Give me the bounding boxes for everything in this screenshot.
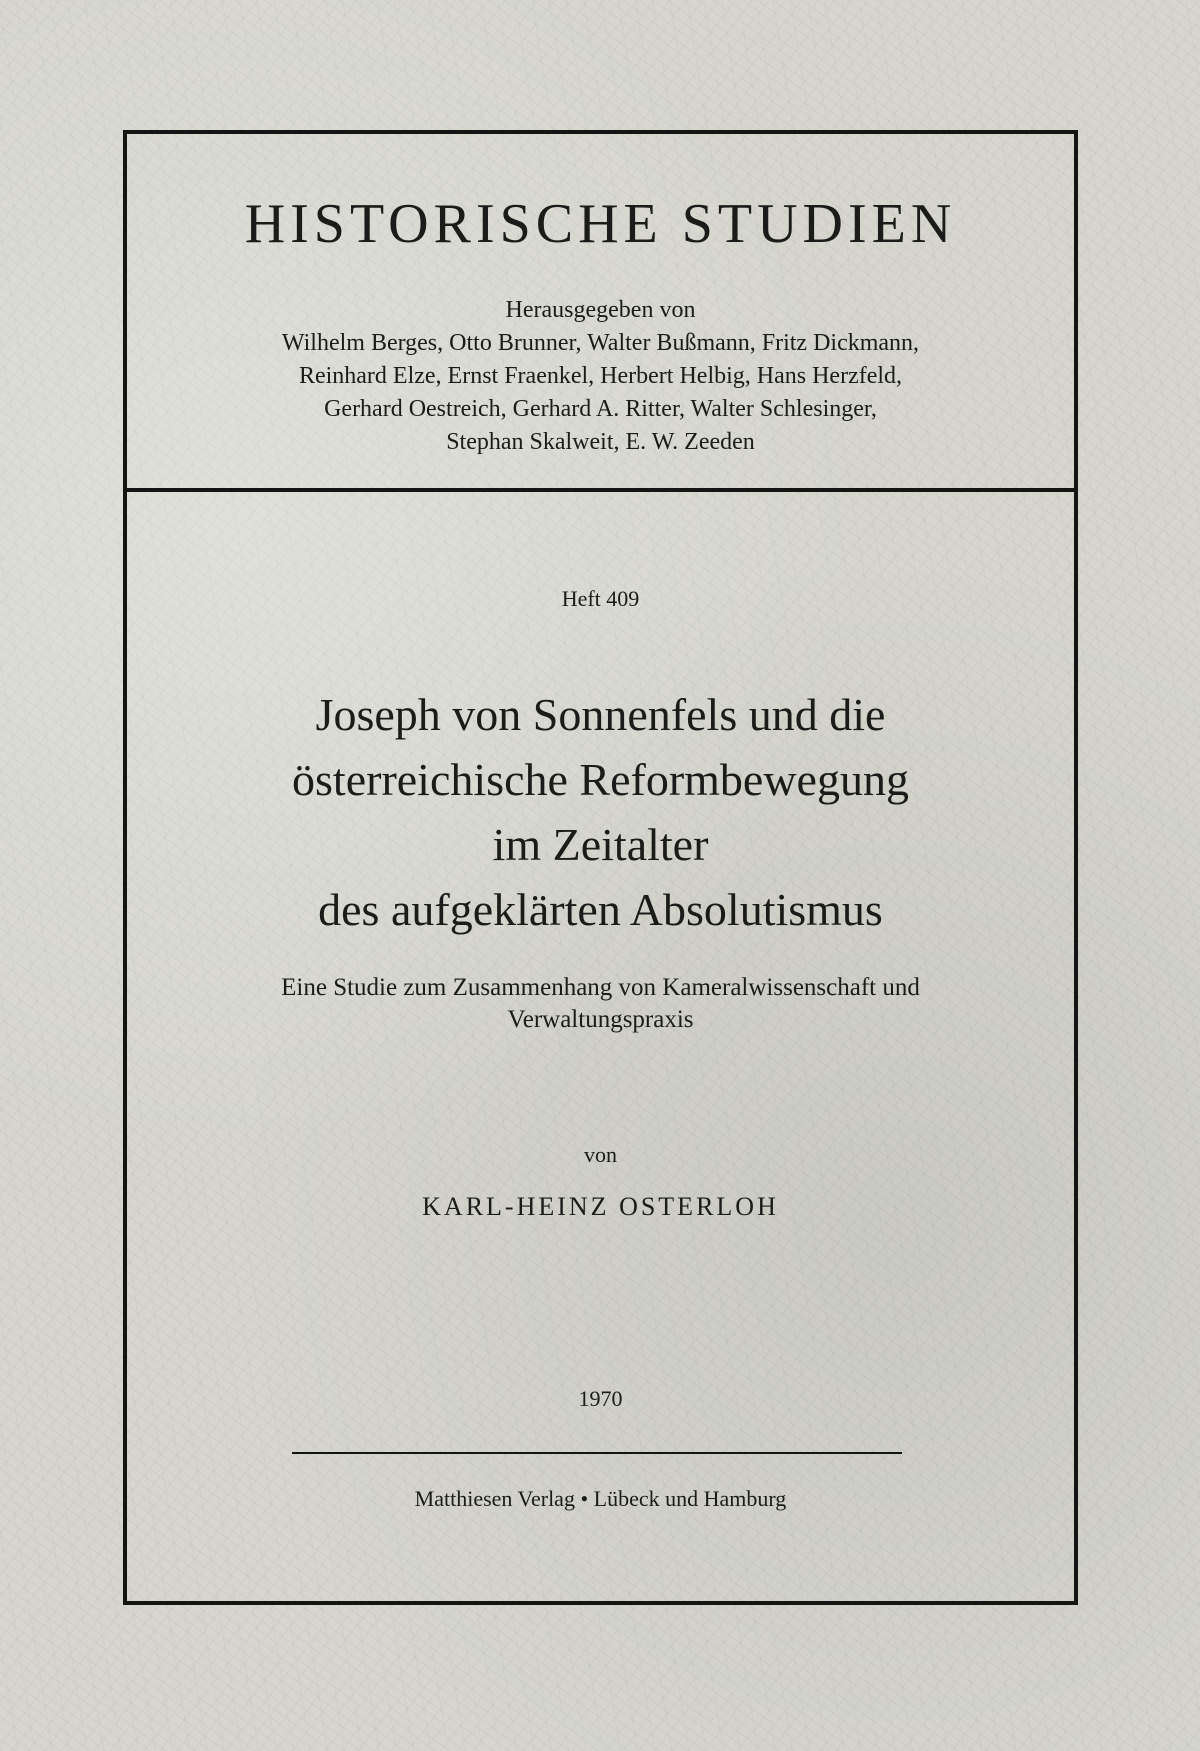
- title-line: des aufgeklärten Absolutismus: [318, 884, 883, 935]
- series-header: [127, 134, 1074, 492]
- subtitle-line: Verwaltungspraxis: [507, 1006, 694, 1033]
- editors-line: Gerhard Oestreich, Gerhard A. Ritter, Walter Schlesinger,: [324, 396, 877, 422]
- edited-by-label: Herausgegeben von: [505, 297, 696, 323]
- title-line: österreichische Reformbewegung: [292, 754, 909, 805]
- editors-line: Reinhard Elze, Ernst Fraenkel, Herbert Helbig, Hans Herzfeld,: [298, 363, 903, 389]
- cover-frame: [123, 130, 1078, 1605]
- book-subtitle: [127, 972, 1074, 1036]
- editors-line: Wilhelm Berges, Otto Brunner, Walter Bußmann, Fritz Dickmann,: [281, 330, 920, 356]
- author-name: KARL-HEINZ OSTERLOH: [422, 1192, 779, 1221]
- publisher-line: Matthiesen Verlag • Lübeck und Hamburg: [414, 1486, 787, 1511]
- by-label: von: [584, 1142, 617, 1167]
- title-line: im Zeitalter: [492, 819, 709, 870]
- editors-block: [127, 294, 1074, 459]
- series-title: HISTORISCHE STUDIEN: [244, 193, 957, 255]
- divider-rule: [292, 1452, 902, 1454]
- subtitle-line: Eine Studie zum Zusammenhang von Kameralwissenschaft und: [281, 974, 920, 1001]
- issue-number: Heft 409: [561, 586, 640, 611]
- publication-year: 1970: [578, 1386, 623, 1411]
- editors-line: Stephan Skalweit, E. W. Zeeden: [446, 429, 755, 455]
- book-title: [127, 682, 1074, 942]
- title-line: Joseph von Sonnenfels und die: [315, 689, 886, 740]
